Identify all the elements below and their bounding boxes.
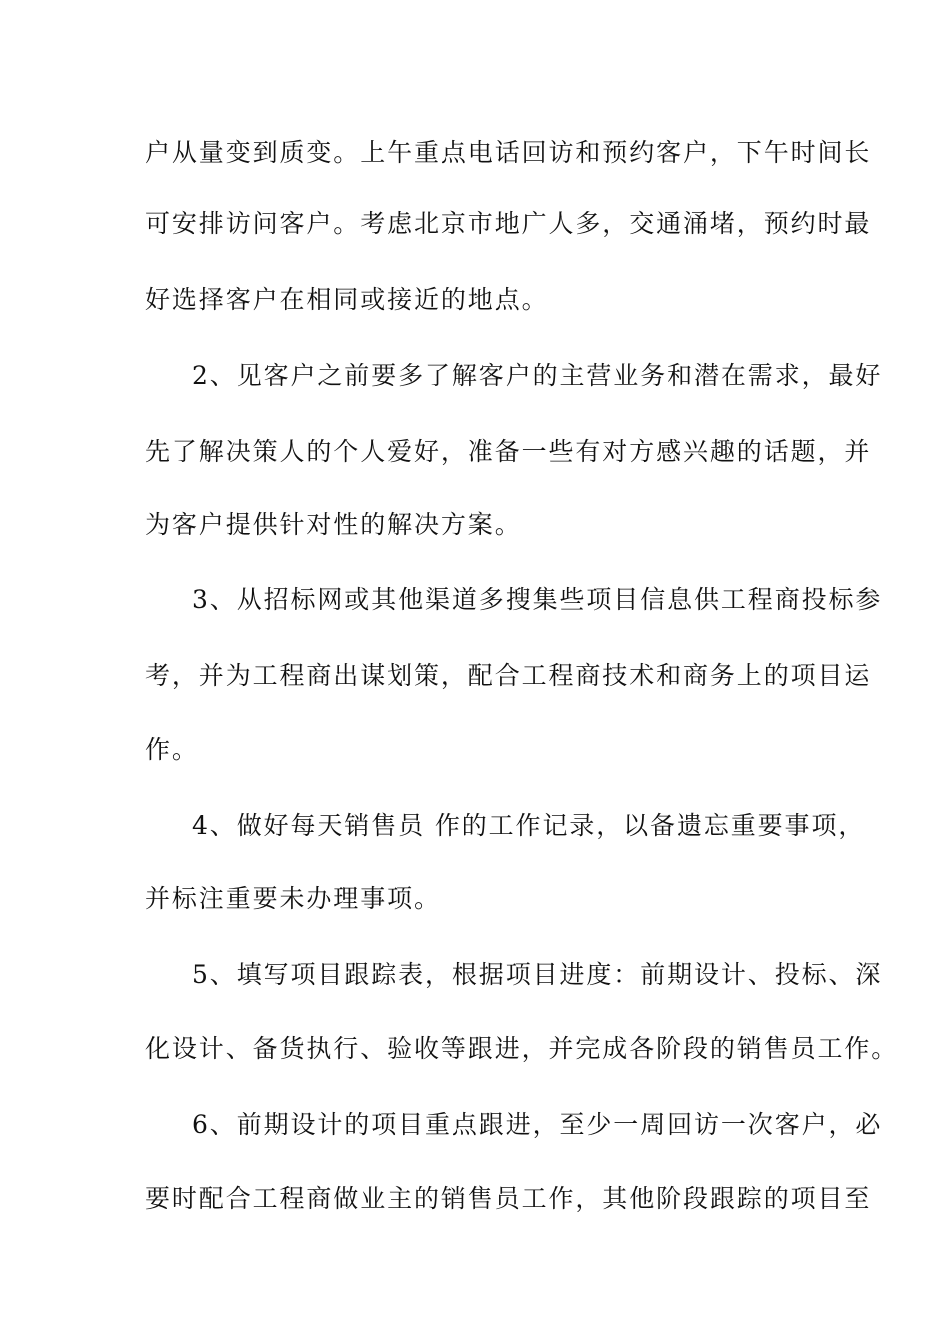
paragraph-start-line: 4、做好每天销售员 作的工作记录，以备遗忘重要事项， xyxy=(192,811,866,840)
paragraph-start-line: 5、填写项目跟踪表，根据项目进度：前期设计、投标、深 xyxy=(192,960,883,989)
text-line: 作。 xyxy=(145,735,199,764)
text-line: 并标注重要未办理事项。 xyxy=(145,884,441,913)
text-line: 化设计、备货执行、验收等跟进，并完成各阶段的销售员工作。 xyxy=(145,1034,899,1063)
text-line: 好选择客户在相同或接近的地点。 xyxy=(145,285,549,314)
text-line: 要时配合工程商做业主的销售员工作，其他阶段跟踪的项目至 xyxy=(145,1184,872,1213)
paragraph-start-line: 6、前期设计的项目重点跟进，至少一周回访一次客户，必 xyxy=(192,1110,883,1139)
paragraph-start-line: 3、从招标网或其他渠道多搜集些项目信息供工程商投标参 xyxy=(192,585,883,614)
paragraph-start-line: 2、见客户之前要多了解客户的主营业务和潜在需求，最好 xyxy=(192,361,883,390)
text-line: 为客户提供针对性的解决方案。 xyxy=(145,510,522,539)
text-line: 考，并为工程商出谋划策，配合工程商技术和商务上的项目运 xyxy=(145,661,872,690)
text-line: 可安排访问客户。考虑北京市地广人多，交通涌堵，预约时最 xyxy=(145,209,872,238)
text-line: 户从量变到质变。上午重点电话回访和预约客户，下午时间长 xyxy=(145,138,872,167)
text-line: 先了解决策人的个人爱好，准备一些有对方感兴趣的话题，并 xyxy=(145,437,872,466)
